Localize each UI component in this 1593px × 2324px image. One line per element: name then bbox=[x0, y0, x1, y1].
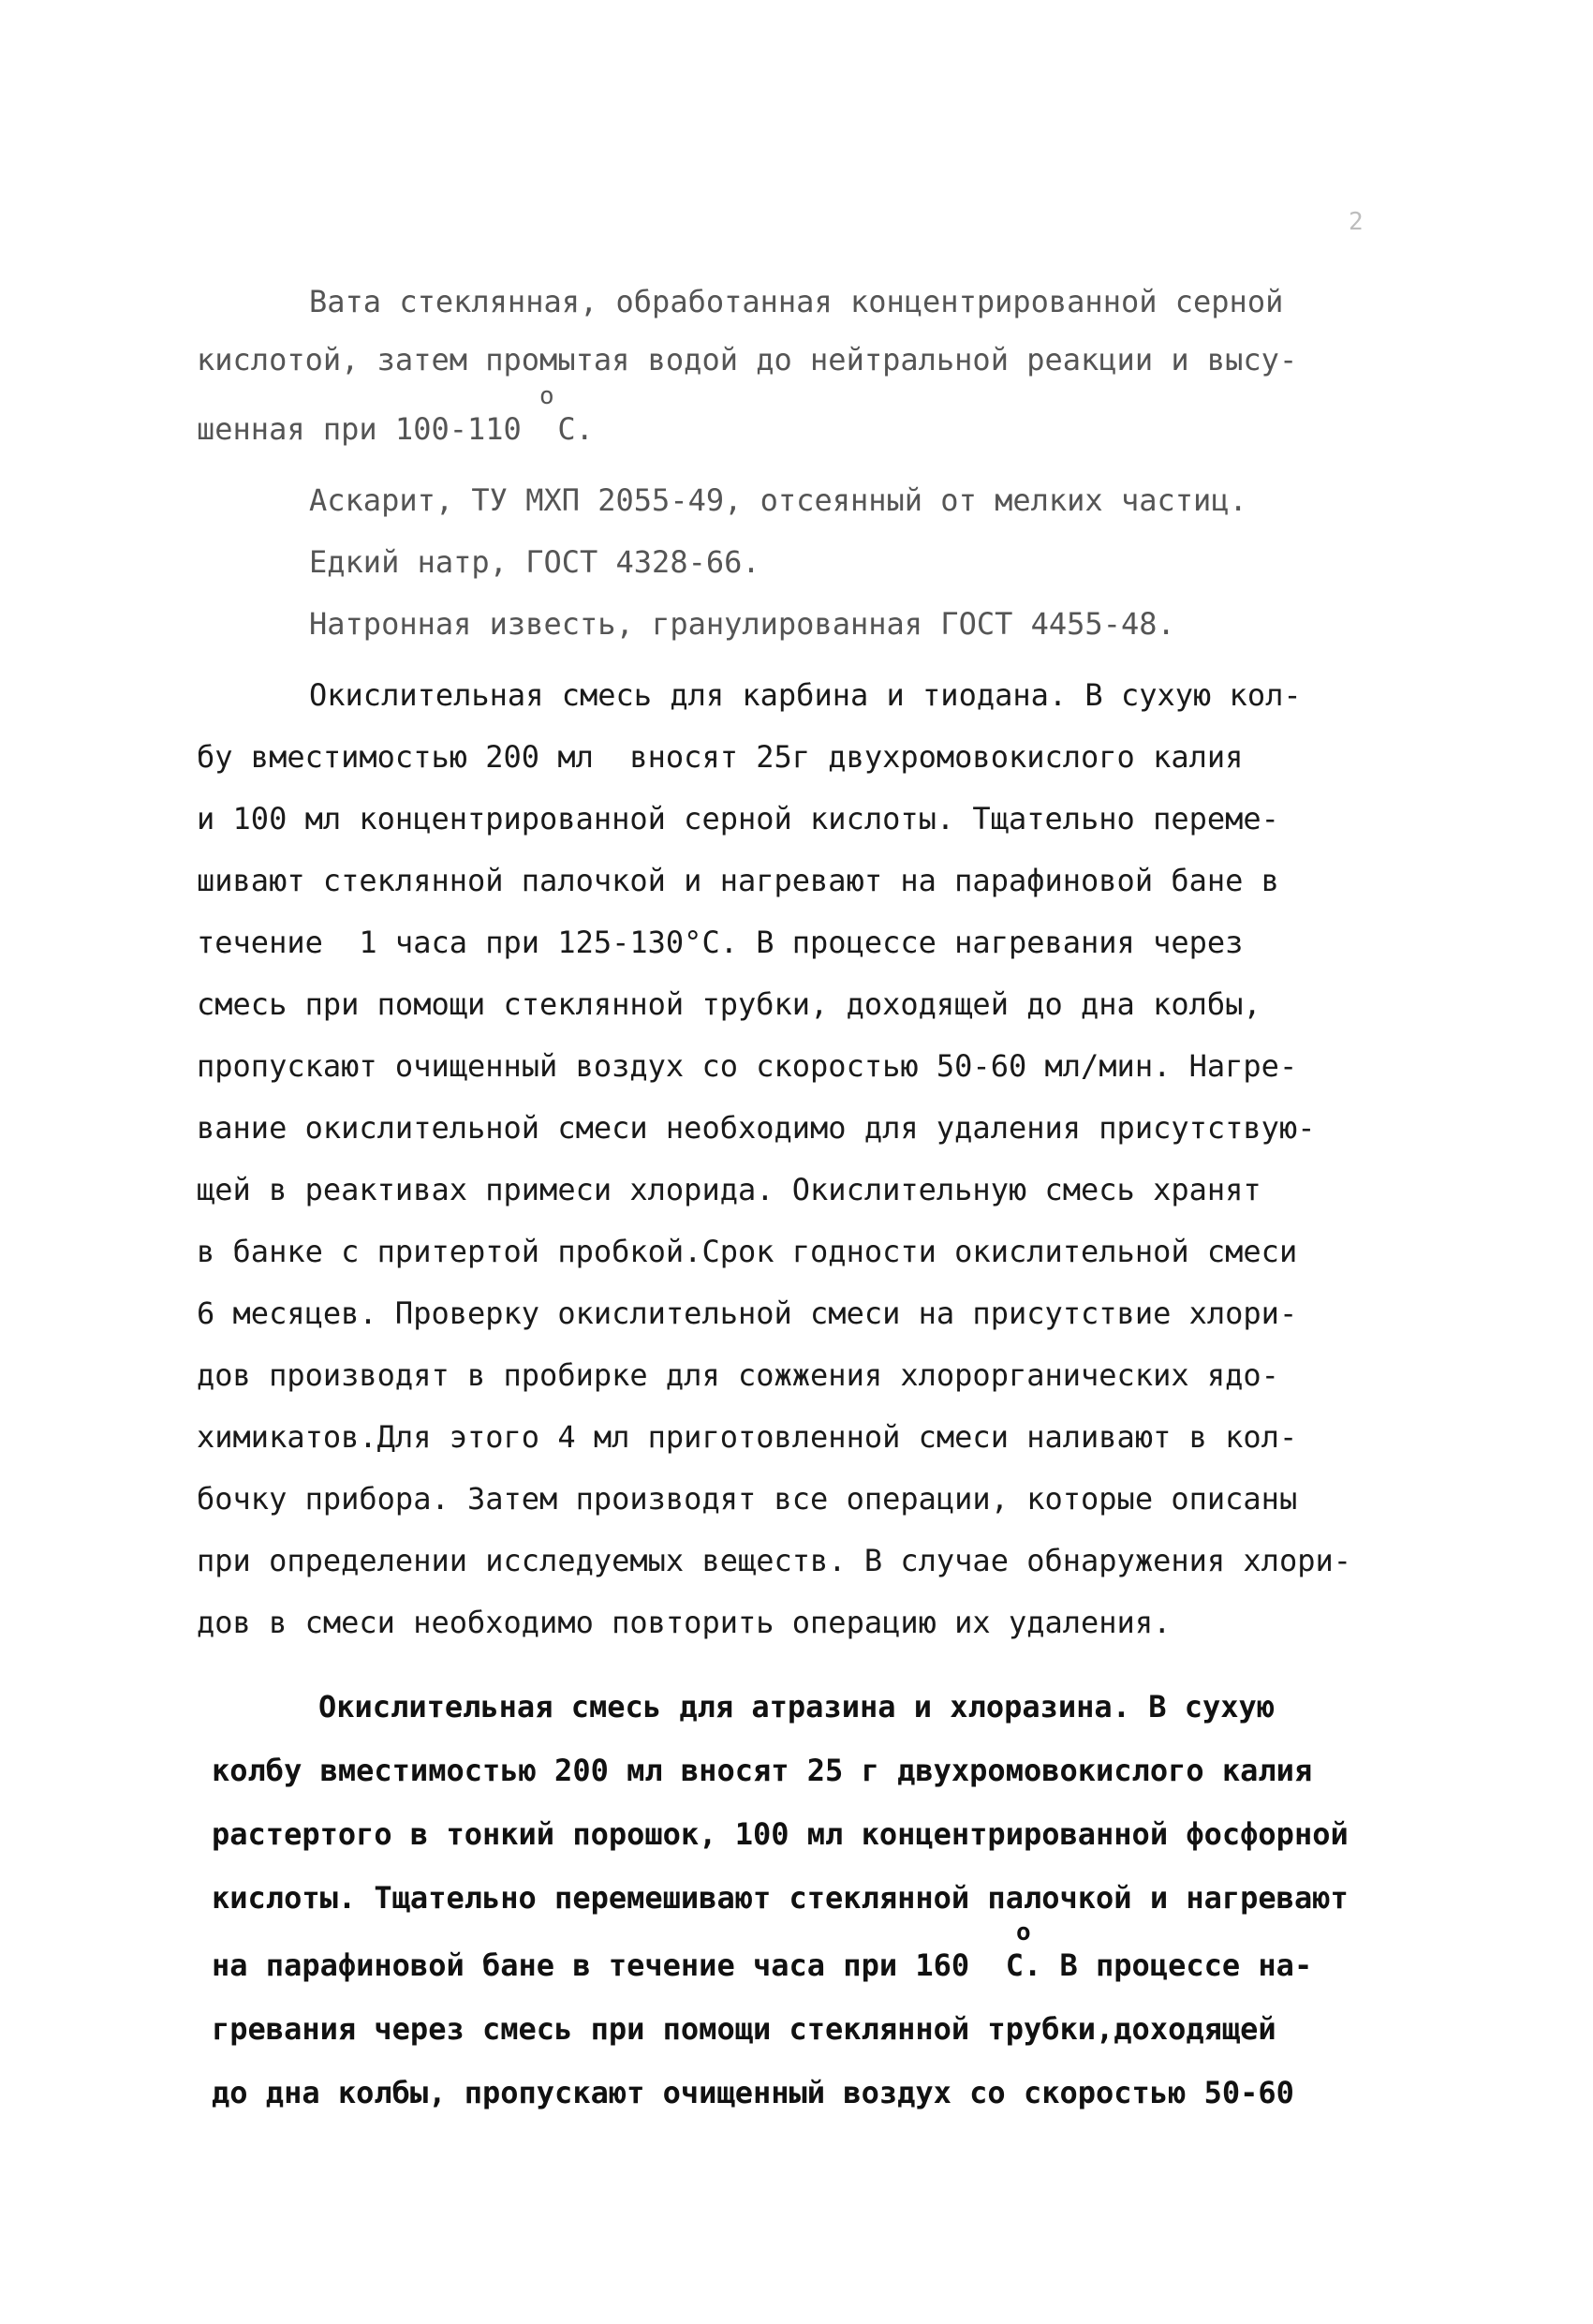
paragraph-line: бу вместимостью 200 мл вносят 25г двухромовокислого калия bbox=[197, 739, 1244, 775]
text-line: Едкий натр, ГОСТ 4328-66. bbox=[309, 544, 760, 580]
paragraph-line: пропускают очищенный воздух со скоростью 50-60 мл/мин. Нагре- bbox=[197, 1048, 1298, 1084]
paragraph-line: в банке с притертой пробкой.Срок годности окислительной смеси bbox=[197, 1234, 1298, 1269]
text-line: шенная при 100-110 С. bbox=[197, 411, 594, 447]
degree-mark: о bbox=[539, 382, 554, 410]
text-line: Натронная известь, гранулированная ГОСТ 4455-48. bbox=[309, 606, 1175, 642]
paragraph-line: при определении исследуемых веществ. В случае обнаружения хлори- bbox=[197, 1543, 1351, 1578]
paragraph-line: химикатов.Для этого 4 мл приготовленной смеси наливают в кол- bbox=[197, 1419, 1298, 1455]
text-line: Аскарит, ТУ МХП 2055-49, отсеянный от мелких частиц. bbox=[309, 482, 1247, 518]
paragraph-line: смесь при помощи стеклянной трубки, доходящей до дна колбы, bbox=[197, 986, 1261, 1022]
text-line: кислотой, затем промытая водой до нейтральной реакции и высу- bbox=[197, 342, 1298, 377]
text-line: Вата стеклянная, обработанная концентрированной серной bbox=[309, 284, 1284, 319]
paragraph-line: и 100 мл концентрированной серной кислоты. Тщательно переме- bbox=[197, 801, 1279, 836]
page-mark: 2 bbox=[1349, 208, 1364, 236]
degree-mark: о bbox=[1016, 1918, 1031, 1947]
paragraph-line: колбу вместимостью 200 мл вносят 25 г двухромовокислого калия bbox=[212, 1753, 1313, 1788]
paragraph-line: течение 1 часа при 125-130°С. В процессе нагревания через bbox=[197, 925, 1244, 960]
paragraph-line: 6 месяцев. Проверку окислительной смеси на присутствие хлори- bbox=[197, 1295, 1298, 1331]
paragraph-line: шивают стеклянной палочкой и нагревают на парафиновой бане в bbox=[197, 863, 1279, 898]
paragraph-line: вание окислительной смеси необходимо для удаления присутствую- bbox=[197, 1110, 1316, 1146]
paragraph-line: до дна колбы, пропускают очищенный воздух со скоростью 50-60 bbox=[212, 2075, 1294, 2110]
paragraph-line: Окислительная смесь для карбина и тиодана. В сухую кол- bbox=[309, 677, 1302, 713]
paragraph-line: щей в реактивах примеси хлорида. Окислительную смесь хранят bbox=[197, 1172, 1261, 1207]
paragraph-line: Окислительная смесь для атразина и хлоразина. В сухую bbox=[318, 1689, 1276, 1724]
paragraph-line: гревания через смесь при помощи стеклянной трубки,доходящей bbox=[212, 2011, 1276, 2047]
paragraph-line: кислоты. Тщательно перемешивают стеклянной палочкой и нагревают bbox=[212, 1880, 1349, 1916]
paragraph-line: дов производят в пробирке для сожжения хлорорганических ядо- bbox=[197, 1357, 1279, 1393]
paragraph-line: на парафиновой бане в течение часа при 160 С. В процессе на- bbox=[212, 1947, 1313, 1983]
paragraph-line: растертого в тонкий порошок, 100 мл концентрированной фосфорной bbox=[212, 1816, 1349, 1852]
paragraph-line: дов в смеси необходимо повторить операцию их удаления. bbox=[197, 1605, 1172, 1640]
paragraph-line: бочку прибора. Затем производят все операции, которые описаны bbox=[197, 1481, 1298, 1517]
